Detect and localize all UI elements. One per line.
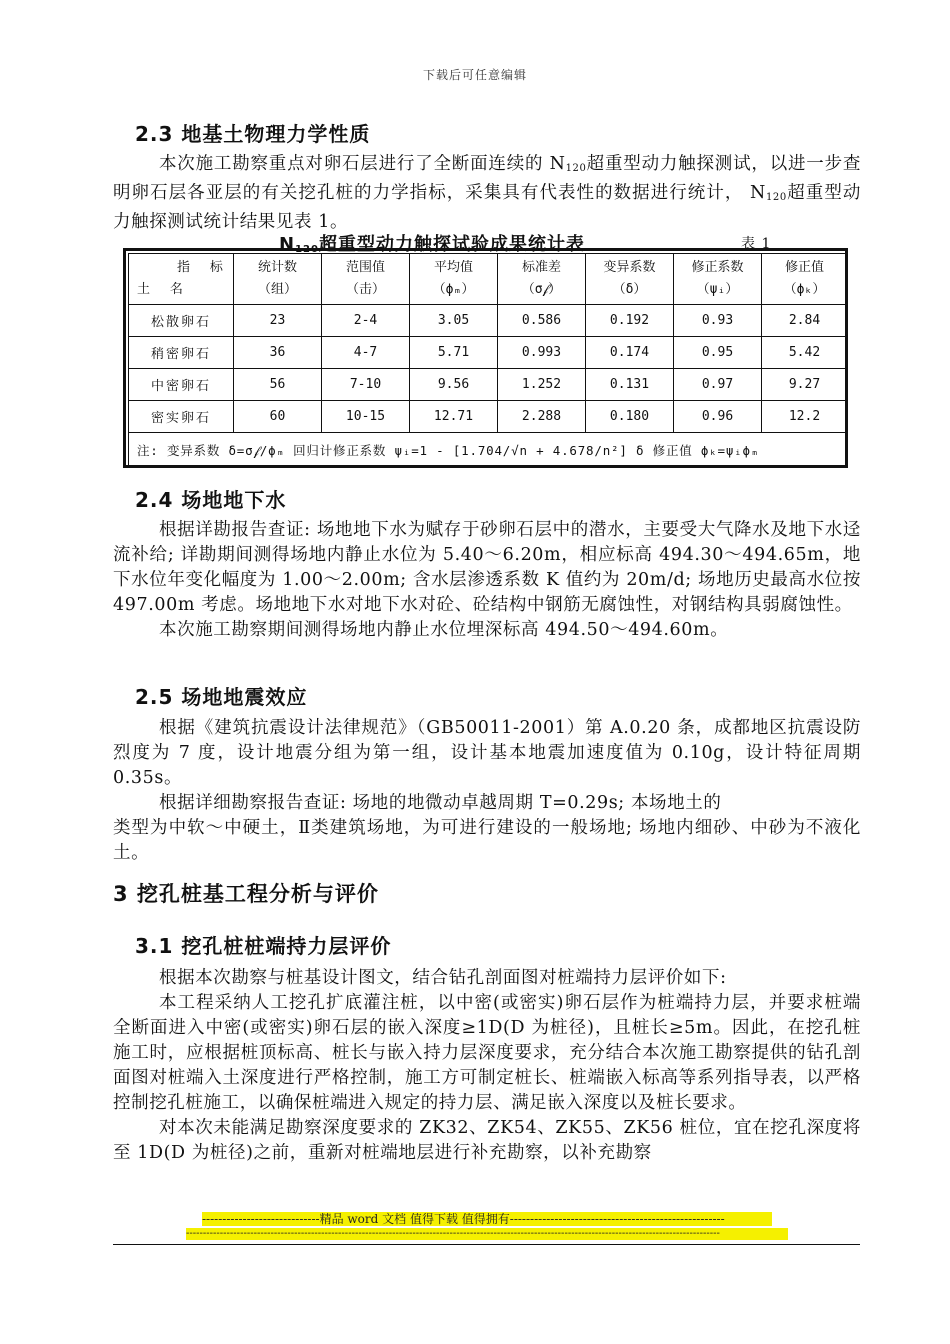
table-cell: 0.96 xyxy=(674,401,762,433)
header-cell: 范围值 （击） xyxy=(322,254,410,305)
footer-rule xyxy=(113,1244,860,1245)
footer-banner: -----------------------------精品 word 文档 值得下载 值得拥有----------------------------------------------------- xyxy=(202,1212,772,1226)
footer-dashes: -------------------------------------------------------------------------------------------------------------------------------------------------------------- xyxy=(186,1228,788,1240)
table-number: 表 1 xyxy=(741,236,772,252)
table-cell: 5.42 xyxy=(762,337,848,369)
section-2-4-body xyxy=(113,518,861,643)
table-cell: 0.993 xyxy=(498,337,586,369)
table-title: $N_{120}$超重型动力触探试验成果统计表 xyxy=(279,234,585,255)
row-label: 密实卵石 xyxy=(129,401,234,433)
paragraph: 根据详勘报告查证: 场地地下水为赋存于砂卵石层中的潜水，主要受大气降水及地下水迳流补给; 详勘期间测得场地内静止水位为 5.40～6.20m，相应标高 494.30～494.65m，地下水位年变化幅度为 1.00～2.00m; 含水层渗透系数 K 值约为 20m/d; 场地历史最高水位按 497.00m 考虑。场地地下水对地下水对砼、砼结构中钢筋无腐蚀性，对钢结构具弱腐蚀性。 xyxy=(113,520,861,615)
header-cell: 修正值 （ϕₖ） xyxy=(762,254,848,305)
table-cell: 3.05 xyxy=(410,305,498,337)
section-heading-2-5: 2.5 场地地震效应 xyxy=(135,685,308,709)
table-cell: 7-10 xyxy=(322,369,410,401)
table-cell: 12.2 xyxy=(762,401,848,433)
table-cell: 60 xyxy=(234,401,322,433)
table-cell: 0.174 xyxy=(586,337,674,369)
page-header: 下载后可任意编辑 xyxy=(422,68,527,82)
table-cell: 0.586 xyxy=(498,305,586,337)
chapter-heading-3: 3 挖孔桩基工程分析与评价 xyxy=(113,882,379,906)
paragraph: 根据本次勘察与桩基设计图文，结合钻孔剖面图对桩端持力层评价如下: xyxy=(159,968,727,988)
paragraph: 本次施工勘察重点对卵石层进行了全断面连续的 $N_{120}$超重型动力触探测试，以进一步查明卵石层各亚层的有关挖孔桩的力学指标，采集具有代表性的数据进行统计， $N_{120}$超重型动力触探测试统计结果见表 1。 xyxy=(113,154,861,232)
table-cell: 1.252 xyxy=(498,369,586,401)
paragraph: 本工程采纳人工挖孔扩底灌注桩，以中密(或密实)卵石层作为桩端持力层，并要求桩端全断面进入中密(或密实)卵石层的嵌入深度≥1D(D 为桩径)，且桩长≥5m。因此，在挖孔桩施工时，应根据桩顶标高、桩长与嵌入持力层深度要求，充分结合本次施工勘察提供的钻孔剖面图对桩端入土深度进行严格控制，施工方可制定桩长、桩端嵌入标高等系列指导表，以严格控制挖孔桩施工，以确保桩端进入规定的持力层、满足嵌入深度以及桩长要求。 xyxy=(113,993,861,1113)
table-header-row xyxy=(129,254,848,305)
table-cell: 2.84 xyxy=(762,305,848,337)
table-note: 注: 变异系数 δ=σ𝒻/ϕₘ 回归计修正系数 ψᵢ=1 - [1.704/√n + 4.678/n²] δ 修正值 ϕₖ=ψᵢϕₘ xyxy=(129,433,848,468)
table-cell: 0.95 xyxy=(674,337,762,369)
table-cell: 12.71 xyxy=(410,401,498,433)
row-label: 松散卵石 xyxy=(129,305,234,337)
stats-table xyxy=(128,253,848,468)
table-cell: 36 xyxy=(234,337,322,369)
table-note-row xyxy=(129,433,848,468)
table-cell: 0.93 xyxy=(674,305,762,337)
table-cell: 9.56 xyxy=(410,369,498,401)
paragraph: 根据详细勘察报告查证: 场地的地微动卓越周期 T=0.29s; 本场地土的 xyxy=(159,793,722,813)
header-cell: 标准差 （σ𝒻） xyxy=(498,254,586,305)
header-cell: 变异系数 （δ） xyxy=(586,254,674,305)
table-cell: 5.71 xyxy=(410,337,498,369)
table-cell: 0.192 xyxy=(586,305,674,337)
row-label: 中密卵石 xyxy=(129,369,234,401)
section-2-3-body xyxy=(113,152,861,235)
table-row xyxy=(129,305,848,337)
table-cell: 4-7 xyxy=(322,337,410,369)
table-cell: 0.131 xyxy=(586,369,674,401)
row-label: 稍密卵石 xyxy=(129,337,234,369)
table-cell: 0.180 xyxy=(586,401,674,433)
header-cell: 统计数 （组） xyxy=(234,254,322,305)
section-heading-3-1: 3.1 挖孔桩桩端持力层评价 xyxy=(135,934,392,958)
table-row xyxy=(129,337,848,369)
table-corner-cell: 指 标 土 名 xyxy=(129,254,234,305)
header-cell: 平均值 （ϕₘ） xyxy=(410,254,498,305)
table-cell: 10-15 xyxy=(322,401,410,433)
paragraph: 对本次未能满足勘察深度要求的 ZK32、ZK54、ZK55、ZK56 桩位，宜在挖孔深度将至 1D(D 为桩径)之前，重新对桩端地层进行补充勘察，以补充勘察 xyxy=(113,1118,861,1163)
section-3-1-body xyxy=(113,966,861,1166)
table-row xyxy=(129,369,848,401)
table-cell: 23 xyxy=(234,305,322,337)
table-row xyxy=(129,401,848,433)
paragraph: 根据《建筑抗震设计法律规范》（GB50011-2001）第 A.0.20 条，成都地区抗震设防烈度为 7 度，设计地震分组为第一组，设计基本地震加速度值为 0.10g，设计特征周期 0.35s。 xyxy=(113,718,861,788)
table-cell: 9.27 xyxy=(762,369,848,401)
table-cell: 2.288 xyxy=(498,401,586,433)
table-cell: 56 xyxy=(234,369,322,401)
paragraph: 类型为中软～中硬土，Ⅱ类建筑场地，为可进行建设的一般场地; 场地内细砂、中砂为不液化土。 xyxy=(113,818,861,863)
table-caption xyxy=(113,230,861,255)
table-cell: 0.97 xyxy=(674,369,762,401)
header-cell: 修正系数 （ψᵢ） xyxy=(674,254,762,305)
section-heading-2-3: 2.3 地基土物理力学性质 xyxy=(135,122,371,146)
paragraph: 本次施工勘察期间测得场地内静止水位埋深标高 494.50～494.60m。 xyxy=(159,620,729,640)
section-2-5-body xyxy=(113,716,861,866)
table-cell: 2-4 xyxy=(322,305,410,337)
section-heading-2-4: 2.4 场地地下水 xyxy=(135,488,287,512)
